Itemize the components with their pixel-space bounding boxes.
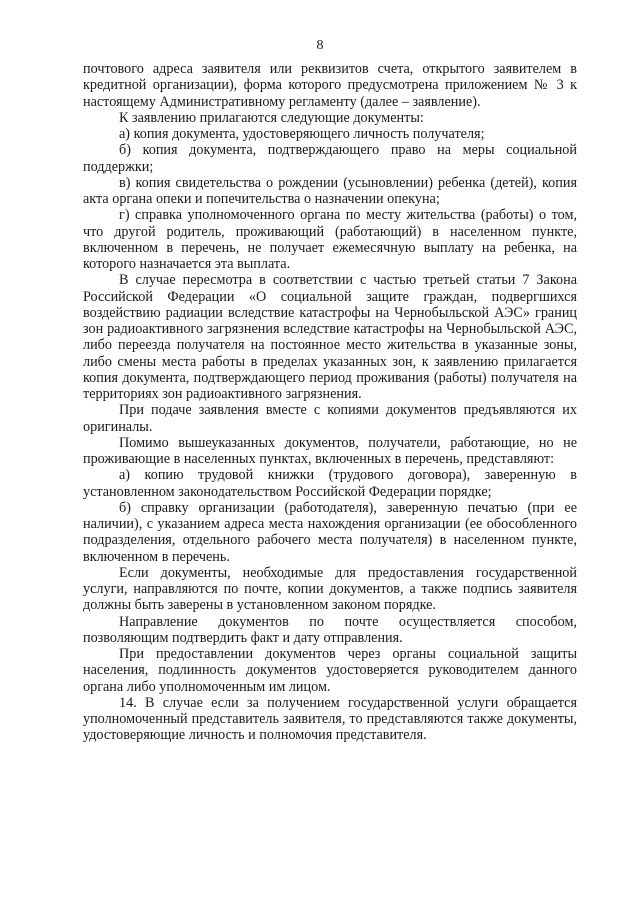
paragraph-originals: При подаче заявления вместе с копиями документов предъявляются их оригиналы.: [83, 402, 577, 435]
paragraph-employment-record: а) копию трудовой книжки (трудового договора), заверенную в установленном законодательством Российской Федерации порядке;: [83, 467, 577, 500]
paragraph-postal-submission: Если документы, необходимые для предоставления государственной услуги, направляются по почте, копии документов, а также подпись заявителя должны быть заверены в установленном законом порядке.: [83, 564, 577, 614]
paragraph-continuation: почтового адреса заявителя или реквизитов счета, открытого заявителем в кредитной организации), форма которого предусмотрена приложением № 3 к настоящему Административному регламенту (далее – заявление).: [83, 61, 577, 110]
page-number: 8: [316, 38, 324, 53]
paragraph-social-protection-bodies: При предоставлении документов через органы социальной защиты населения, подлинность документов удостоверяется руководителем данного органа либо уполномоченным им лицом.: [83, 646, 577, 695]
paragraph-employer-certificate: б) справку организации (работодателя), заверенную печатью (при ее наличии), с указанием адреса места нахождения организации (ее обособленного подразделения, отдельного рабочего места получателя) в населенном пункте, включенном в перечень.: [83, 499, 577, 565]
paragraph-zone-revision: В случае пересмотра в соответствии с частью третьей статьи 7 Закона Российской Федерации «О социальной защите граждан, подвергшихся воздействию радиации вследствие катастрофы на Чернобыльской АЭС» границ зон радиоактивного загрязнения вследствие катастрофы на Чернобыльской АЭС, либо переезда получателя на постоянное место жительства в указанные зоны, либо смены места работы в пределах указанных зон, к заявлению прилагается копия документа, подтверждающего период проживания (работы) получателя на территориях зон радиоактивного загрязнения.: [83, 272, 577, 402]
paragraph-item-g: г) справка уполномоченного органа по месту жительства (работы) о том, что другой родитель, проживающий (работающий) в населенном пункте, включенном в перечень, не получает ежемесячную выплату на ребенка, на которого назначается эта выплата.: [83, 207, 577, 272]
paragraph-attached-documents-intro: К заявлению прилагаются следующие документы:: [119, 109, 424, 126]
paragraph-postal-method: Направление документов по почте осуществляется способом, позволяющим подтвердить факт и дату отправления.: [83, 613, 577, 646]
document-body: [83, 61, 577, 744]
paragraph-working-recipients: Помимо вышеуказанных документов, получатели, работающие, но не проживающие в населенных пунктах, включенных в перечень, представляют:: [83, 434, 577, 467]
paragraph-item-a: а) копия документа, удостоверяющего личность получателя;: [119, 126, 485, 142]
paragraph-item-v: в) копия свидетельства о рождении (усыновлении) ребенка (детей), копия акта органа опеки и попечительства о назначении опекуна;: [83, 174, 577, 207]
paragraph-section-14: 14. В случае если за получением государственной услуги обращается уполномоченный представитель заявителя, то представляются также документы, удостоверяющие личность и полномочия представителя.: [83, 694, 577, 744]
paragraph-item-b: б) копия документа, подтверждающего право на меры социальной поддержки;: [83, 142, 577, 175]
